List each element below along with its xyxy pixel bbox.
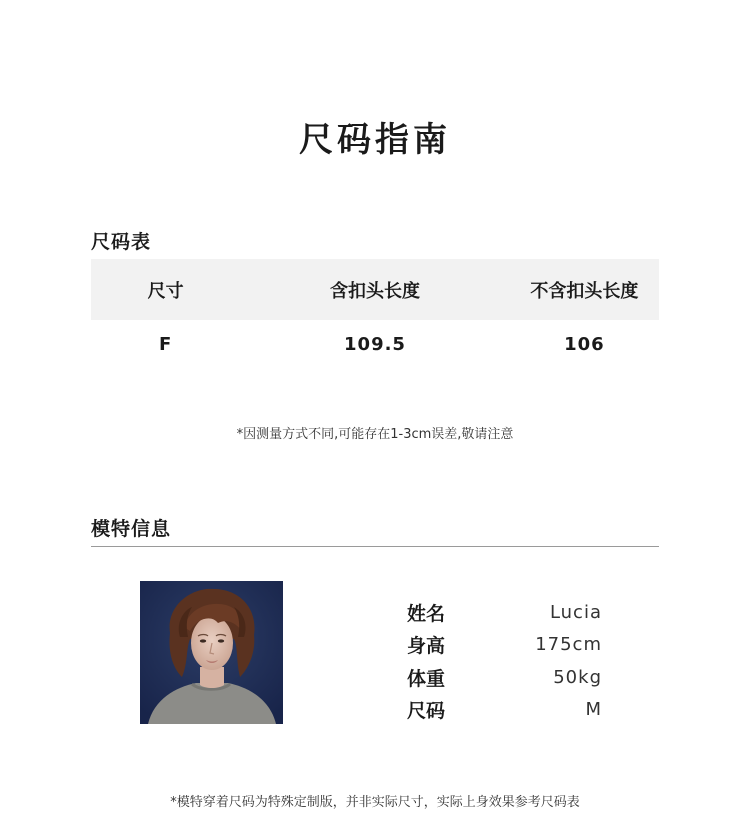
cell-length-without-buckle: 106	[564, 333, 605, 355]
cell-size: F	[158, 333, 173, 355]
section-divider	[91, 546, 659, 547]
size-chart-heading: 尺码表	[91, 231, 152, 253]
size-table-header-row	[91, 259, 659, 320]
header-size: 尺寸	[91, 259, 240, 320]
weight-value: 50kg	[553, 666, 602, 688]
info-row-size	[407, 694, 602, 727]
header-length-without-buckle: 不含扣头长度	[510, 259, 659, 320]
info-row-weight	[407, 661, 602, 694]
measurement-note: *因测量方式不同,可能存在1-3cm误差,敬请注意	[236, 427, 514, 442]
height-label: 身高	[407, 635, 446, 658]
page-title: 尺码指南	[299, 120, 451, 160]
size-table	[91, 259, 659, 368]
size-value: M	[585, 699, 602, 721]
header-length-with-buckle: 含扣头长度	[240, 259, 510, 320]
name-value: Lucia	[549, 601, 602, 623]
model-photo	[140, 581, 283, 724]
model-info-list	[407, 596, 602, 726]
info-row-name	[407, 596, 602, 629]
size-label: 尺码	[407, 700, 446, 723]
info-row-height	[407, 629, 602, 662]
table-row	[91, 320, 659, 368]
model-portrait-illustration	[140, 581, 283, 724]
name-label: 姓名	[407, 602, 446, 625]
model-info-heading: 模特信息	[91, 518, 172, 540]
height-value: 175cm	[535, 634, 602, 656]
weight-label: 体重	[407, 667, 446, 690]
model-size-note: *模特穿着尺码为特殊定制版，并非实际尺寸，实际上身效果参考尺码表	[170, 795, 580, 810]
cell-length-with-buckle: 109.5	[344, 333, 406, 355]
